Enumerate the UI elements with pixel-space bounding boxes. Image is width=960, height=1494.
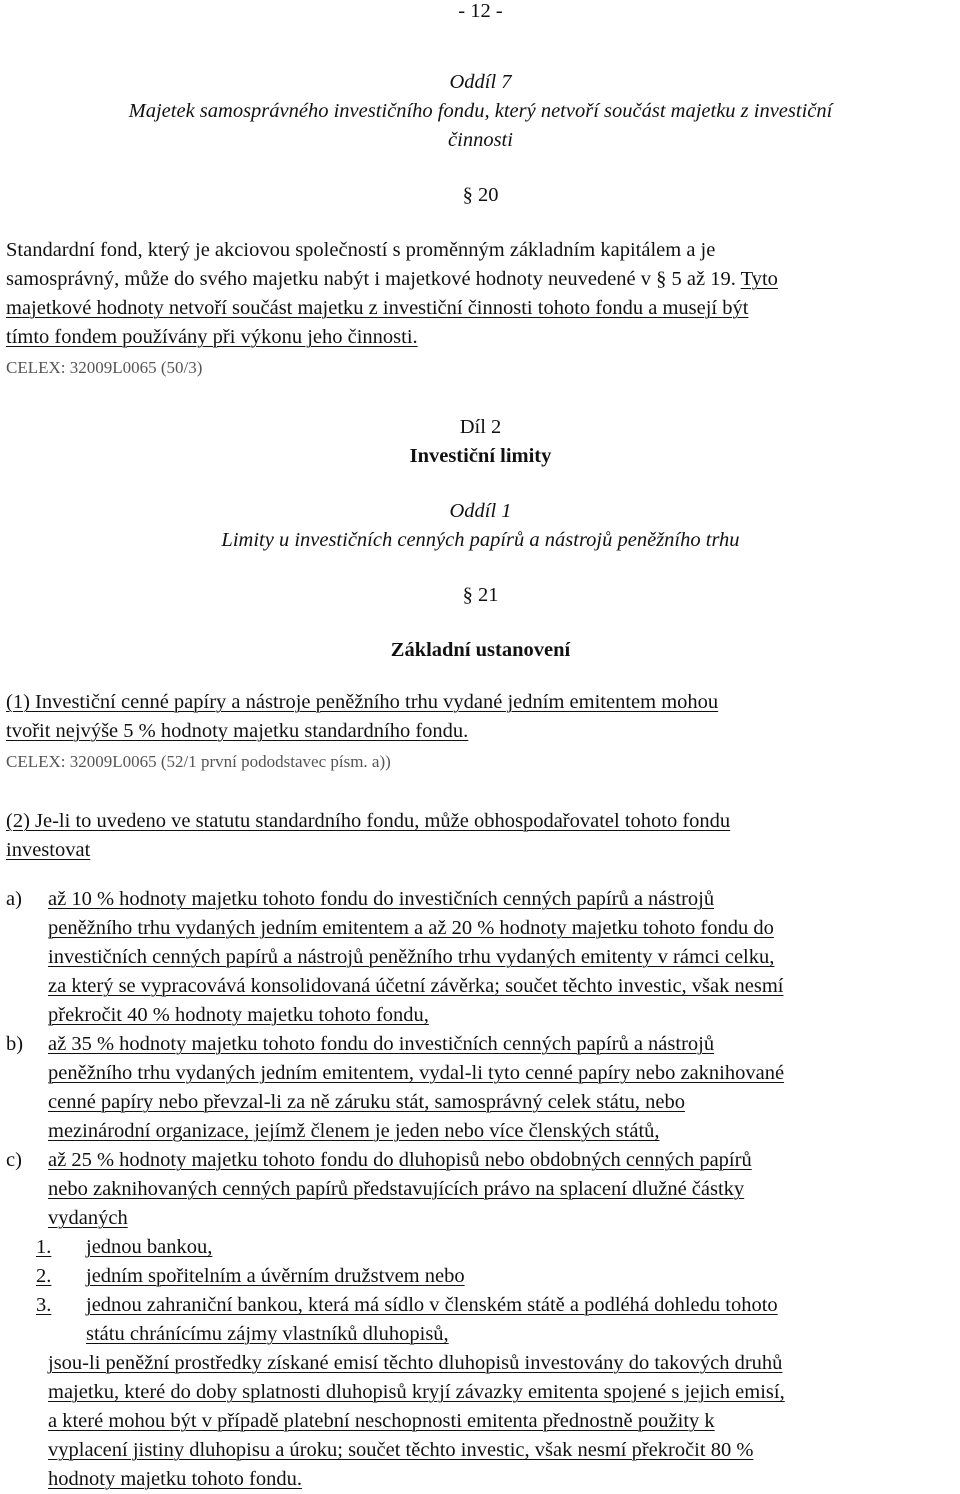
item-line: jedním spořitelním a úvěrním družstvem nebo <box>86 1265 465 1287</box>
closing-text <box>48 1349 955 1494</box>
item-line: státu chránícímu zájmy vlastníků dluhopisů, <box>86 1323 449 1345</box>
closing-line: vyplacení jistiny dluhopisu a úroku; součet těchto investic, však nesmí překročit 80 % <box>48 1439 754 1461</box>
clause-line: (1) Investiční cenné papíry a nástroje peněžního trhu vydané jedním emitentem mohou <box>6 691 719 713</box>
item-line: překročit 40 % hodnoty majetku tohoto fondu, <box>48 1004 429 1026</box>
part-2 <box>6 413 955 471</box>
item-line: mezinárodní organizace, jejímž členem je jeden nebo více členských států, <box>48 1120 660 1142</box>
list-item-b <box>6 1030 955 1146</box>
part-heading: Díl 2 <box>459 416 502 438</box>
clause-2 <box>6 807 955 1494</box>
part-title: Investiční limity <box>409 445 552 467</box>
list-item-body <box>48 885 955 1030</box>
item-line: nebo zaknihovaných cenných papírů představujících právo na splacení dlužné částky <box>48 1178 745 1200</box>
section-title-line: činnosti <box>448 129 513 151</box>
list-item-body <box>48 1146 955 1233</box>
section-heading: Oddíl 7 <box>449 71 512 93</box>
clause-1 <box>6 688 955 774</box>
closing-line: a které mohou být v případě platební neschopnosti emitenta přednostně použity k <box>48 1410 715 1432</box>
sub-items <box>6 1233 955 1349</box>
celex-reference: CELEX: 32009L0065 (50/3) <box>6 358 203 377</box>
sub-item-1 <box>6 1233 955 1262</box>
closing-line: hodnoty majetku tohoto fondu. <box>48 1468 302 1490</box>
clause-line: investovat <box>6 839 91 861</box>
inserted-text: Tyto <box>740 268 778 290</box>
section-title: Limity u investičních cenných papírů a nástrojů peněžního trhu <box>221 529 740 551</box>
list-item-body <box>48 1030 955 1146</box>
item-line: až 25 % hodnoty majetku tohoto fondu do dluhopisů nebo obdobných cenných papírů <box>48 1149 752 1171</box>
paragraph-title: Základní ustanovení <box>390 639 571 661</box>
section-1 <box>6 497 955 665</box>
sub-item-body <box>86 1233 955 1262</box>
section-title-line: Majetek samosprávného investičního fondu, který netvoří součást majetku z investiční <box>128 100 833 122</box>
section-7 <box>6 68 955 380</box>
section-text <box>6 236 955 352</box>
item-line: investičních cenných papírů a nástrojů peněžního trhu vydaných emitenty v rámci celku, <box>48 946 775 968</box>
sub-item-body <box>86 1291 955 1349</box>
text-line <box>6 265 955 294</box>
list-item-a <box>6 885 955 1030</box>
sub-item-mark: 1. <box>36 1236 52 1258</box>
item-line: jednou zahraniční bankou, která má sídlo v členském státě a podléhá dohledu tohoto <box>86 1294 778 1316</box>
item-line: až 10 % hodnoty majetku tohoto fondu do investičních cenných papírů a nástrojů <box>48 888 715 910</box>
sub-item-body <box>86 1262 955 1291</box>
list-item-mark: a) <box>6 888 22 910</box>
item-line: až 35 % hodnoty majetku tohoto fondu do investičních cenných papírů a nástrojů <box>48 1033 715 1055</box>
text-line-part: samosprávný, může do svého majetku nabýt i majetkové hodnoty neuvedené v § 5 až 19. <box>6 268 736 290</box>
clause-line: tvořit nejvýše 5 % hodnoty majetku standardního fondu. <box>6 720 469 742</box>
item-line: vydaných <box>48 1207 128 1229</box>
item-line: jednou bankou, <box>86 1236 213 1258</box>
paragraph-number: § 21 <box>462 584 499 606</box>
closing-line: jsou-li peněžní prostředky získané emisí těchto dluhopisů investovány do takových druhů <box>48 1352 783 1374</box>
sub-item-2 <box>6 1262 955 1291</box>
celex-reference: CELEX: 32009L0065 (52/1 první pododstavec písm. a)) <box>6 752 391 771</box>
sub-item-mark: 3. <box>36 1294 52 1316</box>
clause-line: (2) Je-li to uvedeno ve statutu standardního fondu, může obhospodařovatel tohoto fondu <box>6 810 731 832</box>
sub-item-3 <box>6 1291 955 1349</box>
page-number: - 12 - <box>458 0 503 22</box>
list-item-mark: c) <box>6 1149 22 1171</box>
clause-items <box>6 885 955 1494</box>
list-item-mark: b) <box>6 1033 24 1055</box>
item-line: za který se vypracovává konsolidovaná účetní závěrka; součet těchto investic, však nesmí <box>48 975 784 997</box>
inserted-text-line: majetkové hodnoty netvoří součást majetku z investiční činnosti tohoto fondu a musejí být <box>6 297 749 319</box>
section-heading: Oddíl 1 <box>449 500 512 522</box>
sub-item-mark: 2. <box>36 1265 52 1287</box>
item-line: peněžního trhu vydaných jedním emitentem, vydal-li tyto cenné papíry nebo zaknihované <box>48 1062 785 1084</box>
list-item-c <box>6 1146 955 1233</box>
paragraph-number: § 20 <box>462 184 499 206</box>
closing-line: majetku, které do doby splatnosti dluhopisů kryjí závazky emitenta spojené s jejich emisí, <box>48 1381 785 1403</box>
text-line: Standardní fond, který je akciovou společností s proměnným základním kapitálem a je <box>6 239 716 261</box>
inserted-text-line: tímto fondem používány při výkonu jeho činnosti. <box>6 326 418 348</box>
item-line: peněžního trhu vydaných jedním emitentem a až 20 % hodnoty majetku tohoto fondu do <box>48 917 774 939</box>
item-line: cenné papíry nebo převzal-li za ně záruku stát, samosprávný celek státu, nebo <box>48 1091 685 1113</box>
